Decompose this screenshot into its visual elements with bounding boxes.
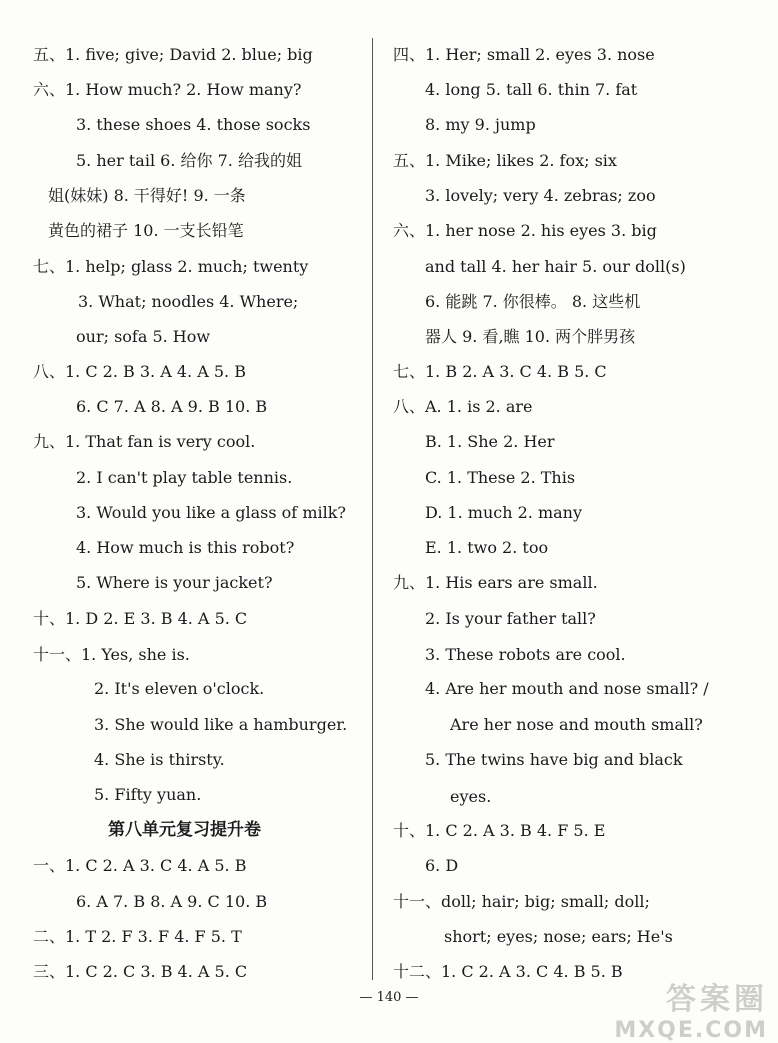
answer-line: short; eyes; nose; ears; He's [444,927,673,946]
answer-line: 6. C 7. A 8. A 9. B 10. B [76,397,268,416]
answer-line: D. 1. much 2. many [425,503,583,522]
answer-line: 8. my 9. jump [425,115,536,134]
answer-line: 十二、1. C 2. A 3. C 4. B 5. B [393,962,623,981]
answer-line: 十、1. D 2. E 3. B 4. A 5. C [33,609,248,628]
answer-line: eyes. [450,787,492,806]
answer-line: 六、1. her nose 2. his eyes 3. big [393,221,657,240]
answer-line: 八、1. C 2. B 3. A 4. A 5. B [33,362,246,381]
answer-line: 3. These robots are cool. [425,645,626,664]
answer-line: 四、1. Her; small 2. eyes 3. nose [393,45,655,64]
answer-line: 三、1. C 2. C 3. B 4. A 5. C [33,962,248,981]
answer-line: 七、1. help; glass 2. much; twenty [33,257,309,276]
answer-line: and tall 4. her hair 5. our doll(s) [425,257,686,276]
answer-line: 5. her tail 6. 给你 7. 给我的姐 [76,151,302,170]
answer-line: 一、1. C 2. A 3. C 4. A 5. B [33,856,247,875]
answer-line: 八、A. 1. is 2. are [393,397,533,416]
answer-line: 3. these shoes 4. those socks [76,115,311,134]
answer-line: 4. How much is this robot? [76,538,295,557]
watermark-bottom: MXQE.COM [614,1018,768,1043]
answer-line: 2. Is your father tall? [425,609,596,628]
answer-line: Are her nose and mouth small? [450,715,703,734]
section-title: 第八单元复习提升卷 [108,820,261,840]
answer-line: B. 1. She 2. Her [425,432,555,451]
answer-line: 5. The twins have big and black [425,750,683,769]
answer-line: 6. 能跳 7. 你很棒。 8. 这些机 [425,292,641,311]
answer-line: 4. She is thirsty. [94,750,225,769]
answer-line: E. 1. two 2. too [425,538,549,557]
answer-line: 十、1. C 2. A 3. B 4. F 5. E [393,821,606,840]
answer-line: 3. Would you like a glass of milk? [76,503,346,522]
answer-line: 6. A 7. B 8. A 9. C 10. B [76,892,268,911]
watermark-top: 答案圈 [666,982,768,1017]
watermark-logo [568,974,768,1043]
answer-line: 4. Are her mouth and nose small? / [425,679,709,698]
answer-line: 3. lovely; very 4. zebras; zoo [425,186,656,205]
answer-line: 2. It's eleven o'clock. [94,679,265,698]
answer-line: 十一、doll; hair; big; small; doll; [393,892,650,911]
answer-line: 姐(妹妹) 8. 干得好! 9. 一条 [48,186,246,205]
answer-line: 2. I can't play table tennis. [76,468,293,487]
answer-line: 3. What; noodles 4. Where; [78,292,299,311]
answer-line: 二、1. T 2. F 3. F 4. F 5. T [33,927,242,946]
answer-line: 九、1. His ears are small. [393,573,598,592]
answer-line: 五、1. five; give; David 2. blue; big [33,45,313,64]
column-divider [372,38,373,980]
page-number: — 140 — [359,990,419,1005]
answer-line: 五、1. Mike; likes 2. fox; six [393,151,617,170]
answer-line: 器人 9. 看,瞧 10. 两个胖男孩 [425,327,636,346]
answer-line: our; sofa 5. How [76,327,211,346]
answer-line: 十一、1. Yes, she is. [33,645,190,664]
answer-line: 5. Where is your jacket? [76,573,273,592]
answer-line: 七、1. B 2. A 3. C 4. B 5. C [393,362,607,381]
answer-line: C. 1. These 2. This [425,468,576,487]
answer-line: 黄色的裙子 10. 一支长铅笔 [48,221,244,240]
answer-line: 六、1. How much? 2. How many? [33,80,302,99]
answer-line: 3. She would like a hamburger. [94,715,348,734]
answer-line: 4. long 5. tall 6. thin 7. fat [425,80,638,99]
answer-line: 6. D [425,856,459,875]
answer-line: 5. Fifty yuan. [94,785,202,804]
answer-line: 九、1. That fan is very cool. [33,432,256,451]
